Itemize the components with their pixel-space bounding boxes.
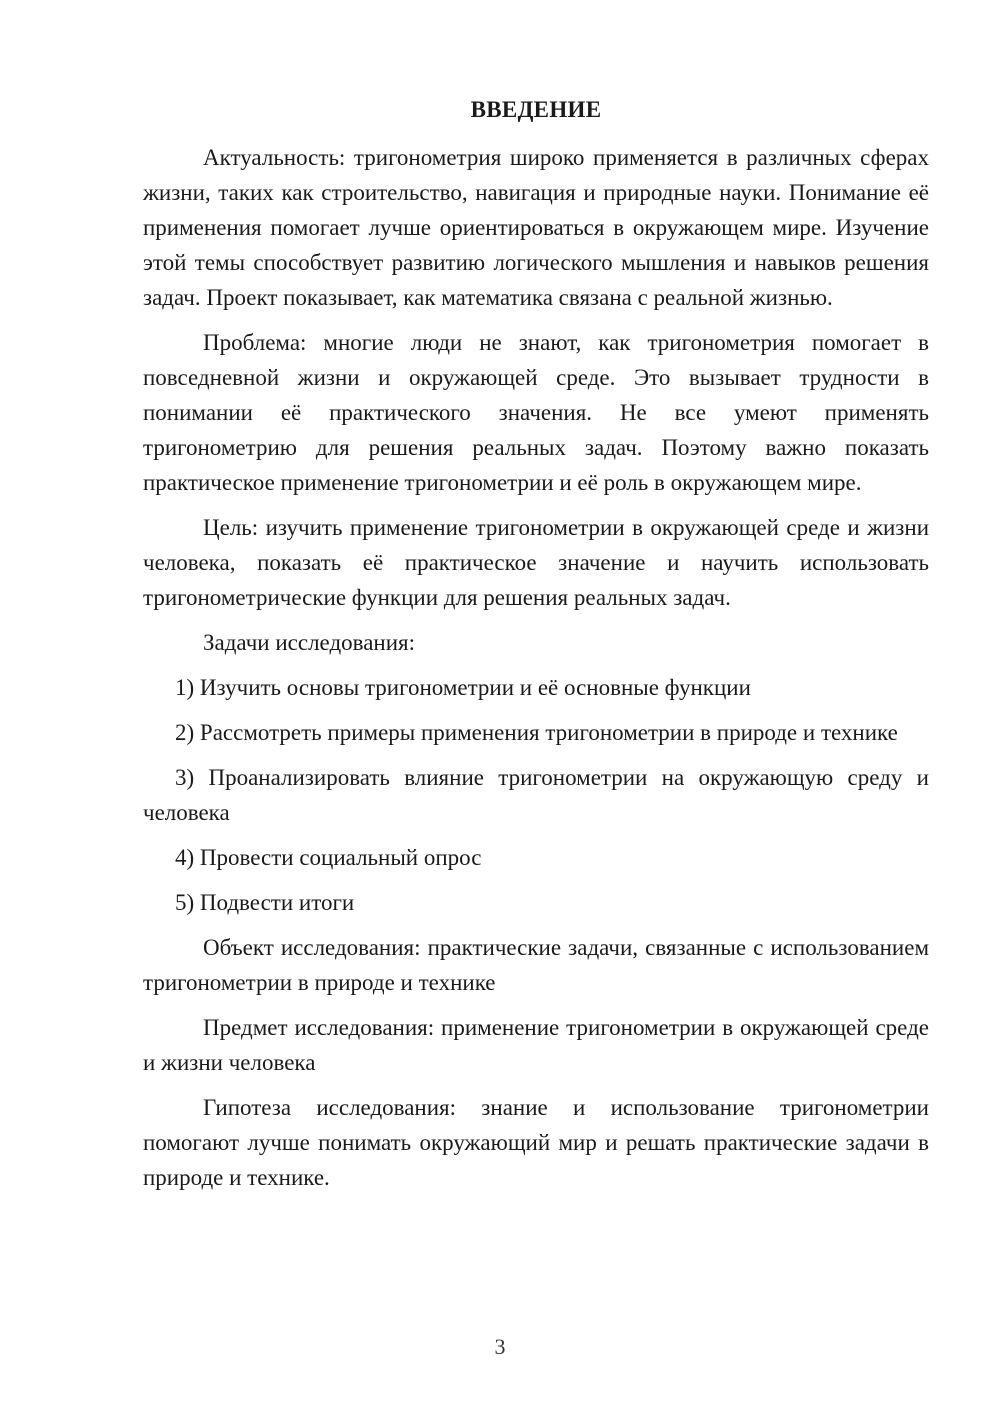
goal-paragraph: Цель: изучить применение тригонометрии в окружающей среде и жизни человека, показать её практическое значение и научить использовать тригонометрические функции для решения реальных задач. (143, 515, 929, 610)
object-paragraph: Объект исследования: практические задачи, связанные с использованием тригонометрии в природе и технике (143, 935, 929, 995)
document-page (143, 92, 929, 1205)
problem-paragraph: Проблема: многие люди не знают, как тригонометрия помогает в повседневной жизни и окружающей среде. Это вызывает трудности в понимании её практического значения. Не все умеют применять тригонометрию для решения реальных задач. Поэтому важно показать практическое применение тригонометрии и её роль в окружающем мире. (143, 330, 929, 495)
task-item-5: 5) Подвести итоги (175, 890, 355, 915)
page-number: 3 (494, 1334, 506, 1359)
task-item-1: 1) Изучить основы тригонометрии и её основные функции (175, 675, 751, 700)
page-title: ВВЕДЕНИЕ (470, 97, 602, 122)
task-item-3: 3) Проанализировать влияние тригонометрии на окружающую среду и человека (143, 765, 929, 825)
subject-paragraph: Предмет исследования: применение тригонометрии в окружающей среде и жизни человека (143, 1015, 929, 1075)
task-item-4: 4) Провести социальный опрос (175, 845, 482, 870)
tasks-heading: Задачи исследования: (203, 630, 416, 655)
relevance-paragraph: Актуальность: тригонометрия широко применяется в различных сферах жизни, таких как строительство, навигация и природные науки. Понимание её применения помогает лучше ориентироваться в окружающем мире. Изучение этой темы способствует развитию логического мышления и навыков решения задач. Проект показывает, как математика связана с реальной жизнью. (143, 145, 929, 310)
task-item-2: 2) Рассмотреть примеры применения тригонометрии в природе и технике (175, 720, 898, 745)
hypothesis-paragraph: Гипотеза исследования: знание и использование тригонометрии помогают лучше понимать окружающий мир и решать практические задачи в природе и технике. (143, 1095, 929, 1190)
